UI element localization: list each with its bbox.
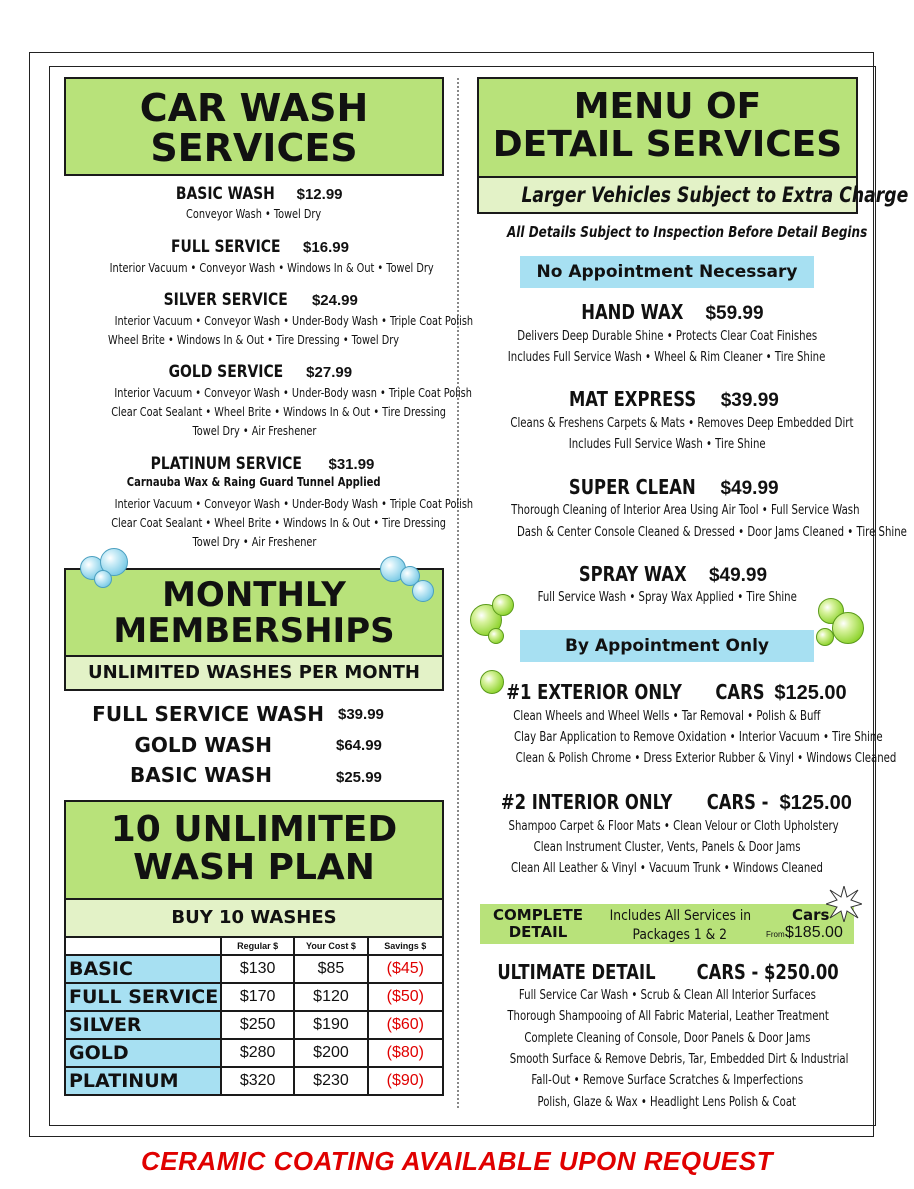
table-header-regular: Regular $	[221, 937, 294, 955]
service-desc: Clear Coat Sealant • Wheel Brite • Windows In & Out • Tire Dressing	[111, 515, 446, 530]
detail-price: $49.99	[720, 478, 779, 499]
service-price: $24.99	[311, 292, 358, 309]
plan-regular: $250	[221, 1011, 294, 1039]
car-wash-header	[64, 77, 444, 176]
detail-desc: Cleans & Freshens Carpets & Mats • Removes Deep Embedded Dirt	[510, 416, 854, 431]
plan-cost: $190	[294, 1011, 367, 1039]
detail-name: SUPER CLEAN	[569, 475, 697, 499]
service-desc: Towel Dry • Air Freshener	[192, 423, 316, 438]
service-price: $12.99	[296, 186, 343, 203]
detail-title-line2: DETAIL SERVICES	[492, 124, 843, 165]
service-name: GOLD SERVICE	[168, 362, 284, 382]
table-row	[65, 983, 443, 1011]
ceramic-coating-footer: CERAMIC COATING AVAILABLE UPON REQUEST	[141, 1146, 773, 1176]
membership-price: $64.99	[336, 737, 382, 754]
service-desc: Clear Coat Sealant • Wheel Brite • Windows In & Out • Tire Dressing	[111, 404, 446, 419]
wash-plan-title-line1: 10 UNLIMITED	[110, 809, 398, 850]
detail-desc: Includes Full Service Wash • Tire Shine	[568, 437, 766, 452]
membership-name: GOLD WASH	[134, 733, 272, 757]
detail-name: HAND WAX	[581, 300, 684, 324]
ultimate-price: CARS - $250.00	[696, 960, 839, 984]
inspection-note: All Details Subject to Inspection Before Detail Begins	[507, 223, 868, 241]
membership-name: FULL SERVICE WASH	[92, 702, 324, 726]
plan-savings: ($50)	[368, 983, 443, 1011]
no-appointment-label: No Appointment Necessary	[536, 262, 798, 282]
car-wash-title-line2: SERVICES	[150, 126, 358, 170]
plan-savings: ($80)	[368, 1039, 443, 1067]
bubble-decoration	[488, 628, 504, 644]
bubble-decoration	[412, 580, 434, 602]
service-price: $16.99	[303, 239, 349, 256]
bubble-decoration	[816, 628, 834, 646]
membership-price: $25.99	[336, 769, 382, 786]
bubble-decoration	[832, 612, 864, 644]
table-header-blank	[65, 937, 221, 955]
no-appointment-banner	[520, 256, 814, 288]
complete-label-line2: DETAIL	[508, 923, 568, 941]
complete-from: From	[766, 930, 785, 939]
ultimate-desc: Full Service Car Wash • Scrub & Clean All Interior Surfaces	[518, 988, 816, 1003]
larger-vehicles-note: Larger Vehicles Subject to Extra Charge	[521, 183, 909, 207]
detail-desc: Clean & Polish Chrome • Dress Exterior Rubber & Vinyl • Windows Cleaned	[515, 751, 897, 766]
plan-regular: $320	[221, 1067, 294, 1095]
bubble-decoration	[492, 594, 514, 616]
bubble-decoration	[94, 570, 112, 588]
detail-price: $39.99	[720, 390, 779, 411]
complete-includes-line1: Includes All Services in	[609, 908, 751, 924]
ultimate-desc: Fall-Out • Remove Surface Scratches & Imperfections	[531, 1073, 803, 1088]
detail-name: MAT EXPRESS	[569, 387, 697, 411]
ultimate-desc: Thorough Shampooing of All Fabric Material, Leather Treatment	[507, 1009, 829, 1024]
detail-desc: Clean All Leather & Vinyl • Vacuum Trunk • Windows Cleaned	[511, 861, 823, 876]
plan-name: SILVER	[65, 1011, 221, 1039]
ultimate-desc: Complete Cleaning of Console, Door Panels & Door Jams	[523, 1031, 811, 1046]
complete-cars: Cars	[792, 906, 830, 924]
complete-detail-box	[480, 904, 854, 944]
memberships-title-line1: MONTHLY	[162, 575, 346, 615]
ultimate-desc: Polish, Glaze & Wax • Headlight Lens Polish & Coat	[537, 1095, 797, 1110]
larger-vehicles-box	[477, 176, 909, 214]
membership-list	[64, 702, 444, 792]
complete-label-line1: COMPLETE	[493, 906, 583, 924]
detail-desc: Includes Full Service Wash • Wheel & Rim Cleaner • Tire Shine	[508, 350, 826, 365]
service-desc: Interior Vacuum • Conveyor Wash • Under-Body Wash • Triple Coat Polish	[114, 313, 474, 328]
service-desc: Towel Dry • Air Freshener	[192, 534, 316, 549]
plan-cost: $230	[294, 1067, 367, 1095]
plan-cost: $200	[294, 1039, 367, 1067]
detail-desc: Shampoo Carpet & Floor Mats • Clean Velour or Cloth Upholstery	[508, 819, 839, 834]
plan-cost: $85	[294, 955, 367, 983]
detail-name: #2 INTERIOR ONLY	[501, 790, 673, 814]
service-subtitle: Carnauba Wax & Raing Guard Tunnel Applied	[127, 474, 381, 489]
complete-includes-line2: Packages 1 & 2	[632, 927, 728, 943]
service-name: PLATINUM SERVICE	[150, 454, 302, 474]
by-appointment-label: By Appointment Only	[564, 636, 770, 656]
plan-regular: $130	[221, 955, 294, 983]
detail-price: $125.00	[779, 792, 852, 814]
wash-plan-header	[64, 800, 444, 900]
service-name: SILVER SERVICE	[163, 290, 288, 310]
memberships-title-line2: MEMBERSHIPS	[113, 611, 395, 651]
plan-name: FULL SERVICE	[65, 983, 221, 1011]
plan-cost: $120	[294, 983, 367, 1011]
plan-savings: ($60)	[368, 1011, 443, 1039]
table-header-row	[65, 937, 443, 955]
service-desc: Interior Vacuum • Conveyor Wash • Under-Body wasn • Triple Coat Polish	[114, 385, 472, 400]
membership-price: $39.99	[338, 706, 384, 723]
wash-plan-subtitle-box	[64, 898, 444, 938]
wash-plan-subtitle: BUY 10 WASHES	[171, 907, 337, 928]
detail-desc: Full Service Wash • Spray Wax Applied • Tire Shine	[537, 590, 797, 605]
detail-desc: Dash & Center Console Cleaned & Dressed • Door Jams Cleaned • Tire Shine	[516, 525, 907, 540]
detail-desc: Delivers Deep Durable Shine • Protects Clear Coat Finishes	[517, 329, 817, 344]
detail-price: $125.00	[774, 682, 847, 704]
service-name: FULL SERVICE	[171, 237, 281, 257]
plan-regular: $280	[221, 1039, 294, 1067]
detail-cars-label: CARS	[715, 680, 765, 704]
ultimate-name: ULTIMATE DETAIL	[497, 960, 656, 984]
table-row	[65, 1067, 443, 1095]
detail-price: $49.99	[708, 565, 768, 586]
detail-name: #1 EXTERIOR ONLY	[506, 680, 683, 704]
starburst-icon	[826, 886, 862, 922]
memberships-header	[64, 568, 444, 657]
inspection-note-row	[462, 223, 872, 241]
table-row	[65, 1011, 443, 1039]
service-desc: Interior Vacuum • Conveyor Wash • Windows In & Out • Towel Dry	[109, 260, 434, 275]
detail-price: $59.99	[705, 303, 764, 324]
service-name: BASIC WASH	[176, 184, 276, 204]
table-row	[65, 955, 443, 983]
service-price: $27.99	[306, 364, 353, 381]
membership-name: BASIC WASH	[130, 763, 272, 787]
wash-plan-table	[64, 936, 444, 1096]
table-header-savings: Savings $	[368, 937, 443, 955]
complete-price: $185.00	[785, 924, 843, 941]
detail-desc: Clay Bar Application to Remove Oxidation • Interior Vacuum • Tire Shine	[513, 730, 883, 745]
plan-savings: ($90)	[368, 1067, 443, 1095]
detail-name: SPRAY WAX	[578, 562, 687, 586]
car-wash-title-line1: CAR WASH	[139, 86, 369, 130]
wash-plan-title-line2: WASH PLAN	[133, 847, 375, 888]
detail-title-line1: MENU OF	[573, 86, 762, 127]
service-desc: Wheel Brite • Windows In & Out • Tire Dressing • Towel Dry	[108, 332, 400, 347]
column-divider	[457, 78, 459, 1108]
detail-desc: Clean Instrument Cluster, Vents, Panels & Door Jams	[533, 840, 801, 855]
plan-regular: $170	[221, 983, 294, 1011]
by-appointment-banner	[520, 630, 814, 662]
memberships-subtitle-box	[64, 655, 444, 691]
service-desc: Conveyor Wash • Towel Dry	[186, 206, 322, 221]
service-desc: Interior Vacuum • Conveyor Wash • Under-Body Wash • Triple Coat Polish	[114, 496, 474, 511]
memberships-subtitle: UNLIMITED WASHES PER MONTH	[87, 662, 420, 683]
detail-cars-label: CARS -	[706, 790, 769, 814]
plan-savings: ($45)	[368, 955, 443, 983]
detail-desc: Thorough Cleaning of Interior Area Using Air Tool • Full Service Wash	[511, 503, 860, 518]
table-row	[65, 1039, 443, 1067]
service-price: $31.99	[328, 456, 375, 473]
ultimate-desc: Smooth Surface & Remove Debris, Tar, Embedded Dirt & Industrial	[509, 1052, 849, 1067]
table-header-cost: Your Cost $	[294, 937, 367, 955]
plan-name: GOLD	[65, 1039, 221, 1067]
plan-name: BASIC	[65, 955, 221, 983]
detail-desc: Clean Wheels and Wheel Wells • Tar Removal • Polish & Buff	[513, 709, 821, 724]
plan-name: PLATINUM	[65, 1067, 221, 1095]
